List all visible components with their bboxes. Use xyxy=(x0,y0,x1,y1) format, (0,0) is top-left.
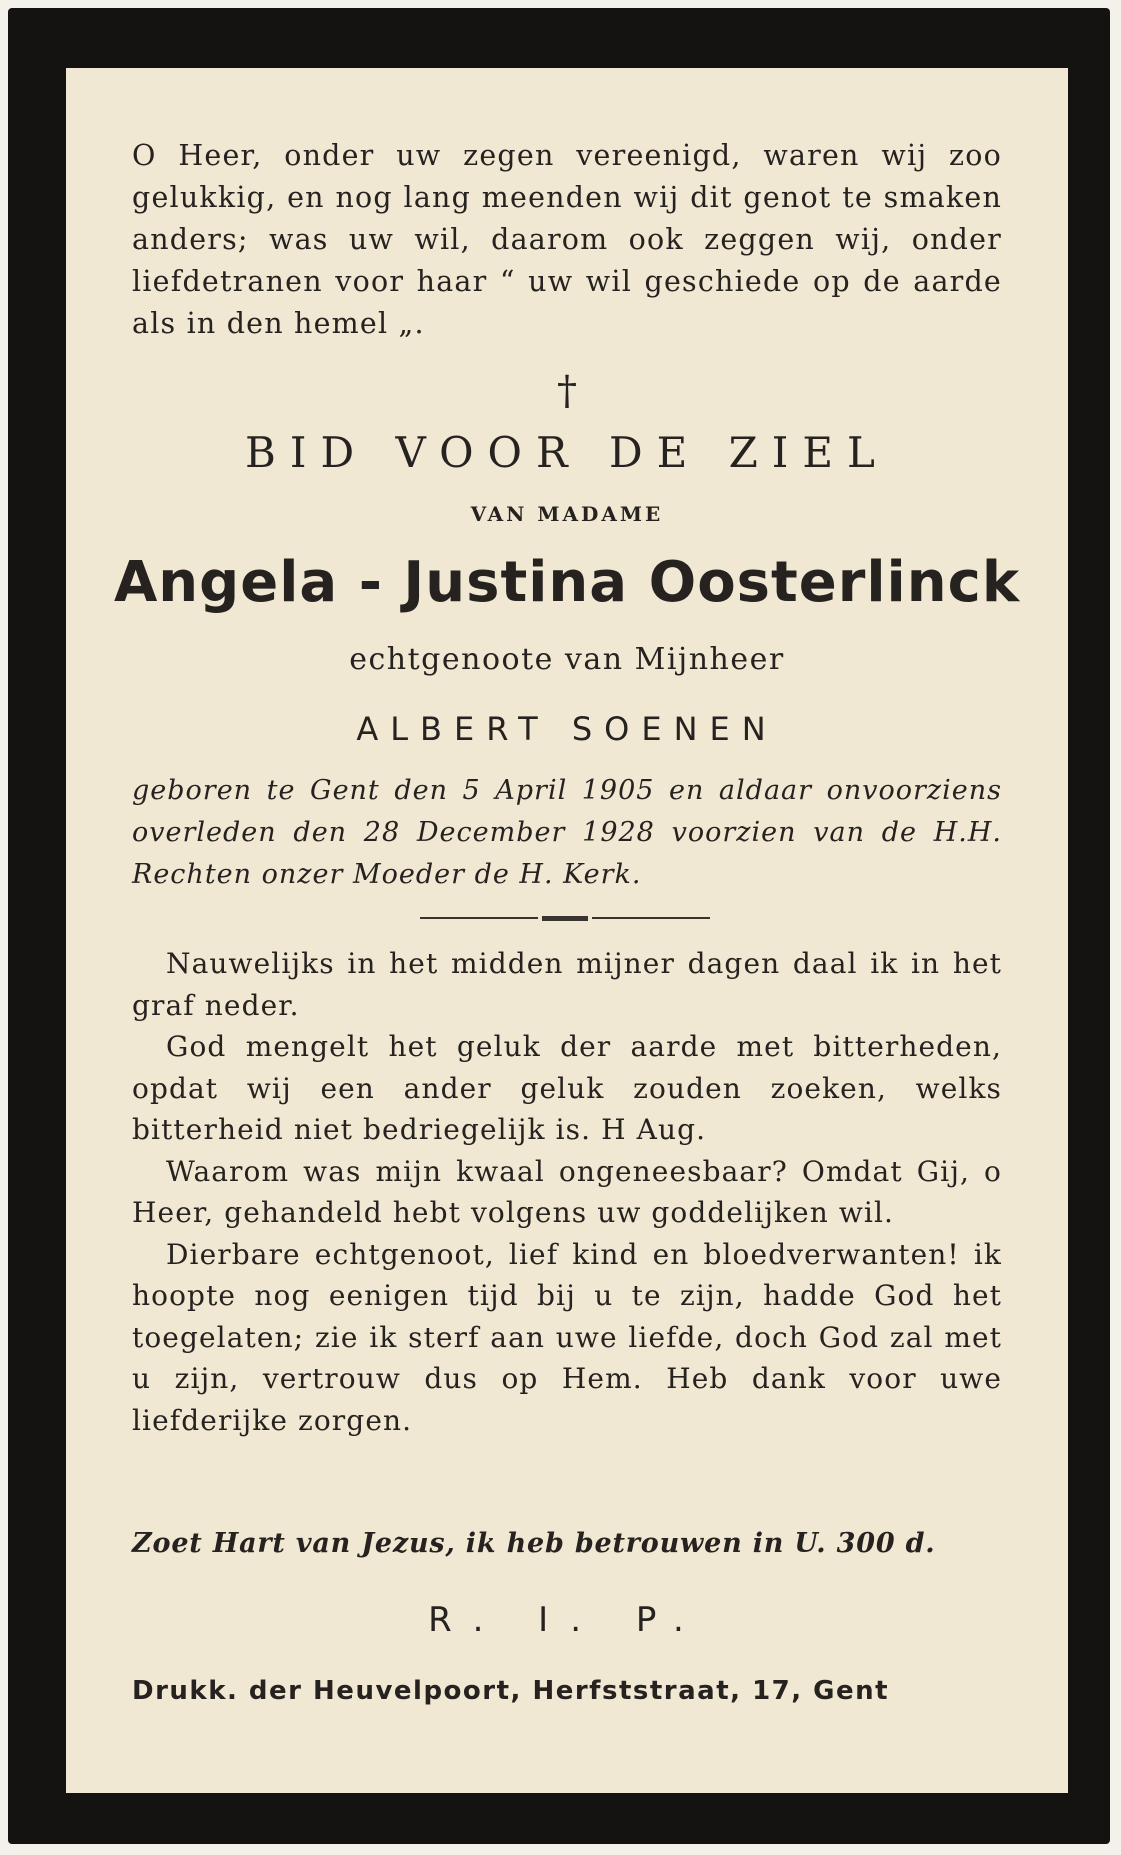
birth-death-text: geboren te Gent den 5 April 1905 en aldaar onvoorziens overleden den 28 December 1928 voorzien van de H.H. Rechten onzer Moeder de H. Kerk. xyxy=(132,775,1002,890)
intro-verse: O Heer, onder uw zegen vereenigd, waren wij zoo gelukkig, en nog lang meenden wij dit genot te smaken anders; was uw wil, daarom ook zeggen wij, onder liefdetranen voor haar “ uw wil geschiede op de aarde als in den hemel „. xyxy=(132,139,1002,340)
mourning-card-border xyxy=(8,8,1110,1844)
body-paragraph: Waarom was mijn kwaal ongeneesbaar? Omdat Gij, o Heer, gehandeld hebt volgens uw goddelijken wil. xyxy=(132,1154,1002,1229)
printer-imprint: Drukk. der Heuvelpoort, Herfststraat, 17, Gent xyxy=(132,1676,890,1706)
spouse-name: ALBERT SOENEN xyxy=(356,710,778,748)
prayer-line: Zoet Hart van Jezus, ik heb betrouwen in U. 300 d. xyxy=(132,1528,936,1559)
cross-icon: † xyxy=(557,368,577,414)
rip-text: R. I. P. xyxy=(428,1600,706,1640)
mourning-card xyxy=(66,68,1068,1793)
divider-center-bar xyxy=(542,916,588,921)
divider-line-right xyxy=(592,917,710,919)
spouse-prefix: echtgenoote van Mijnheer xyxy=(349,642,785,677)
body-paragraph: Nauwelijks in het midden mijner dagen daal ik in het graf neder. xyxy=(132,947,1002,1022)
body-paragraph: God mengelt het geluk der aarde met bitterheden, opdat wij een ander geluk zouden zoeken, welks bitterheid niet bedriegelijk is. H Aug. xyxy=(132,1030,1002,1146)
subheading: VAN MADAME xyxy=(470,502,664,526)
body-paragraph: Dierbare echtgenoot, lief kind en bloedverwanten! ik hoopte nog eenigen tijd bij u te zijn, hadde God het toegelaten; zie ik sterf aan uwe liefde, doch God zal met u zijn, vertrouw dus op Hem. Heb dank voor uwe liefderijke zorgen. xyxy=(132,1237,1002,1437)
ornamental-divider xyxy=(420,916,710,920)
body-text xyxy=(132,943,1002,1441)
heading: BID VOOR DE ZIEL xyxy=(245,428,889,477)
divider-line-left xyxy=(420,917,538,919)
deceased-name: Angela - Justina Oosterlinck xyxy=(113,550,1021,615)
